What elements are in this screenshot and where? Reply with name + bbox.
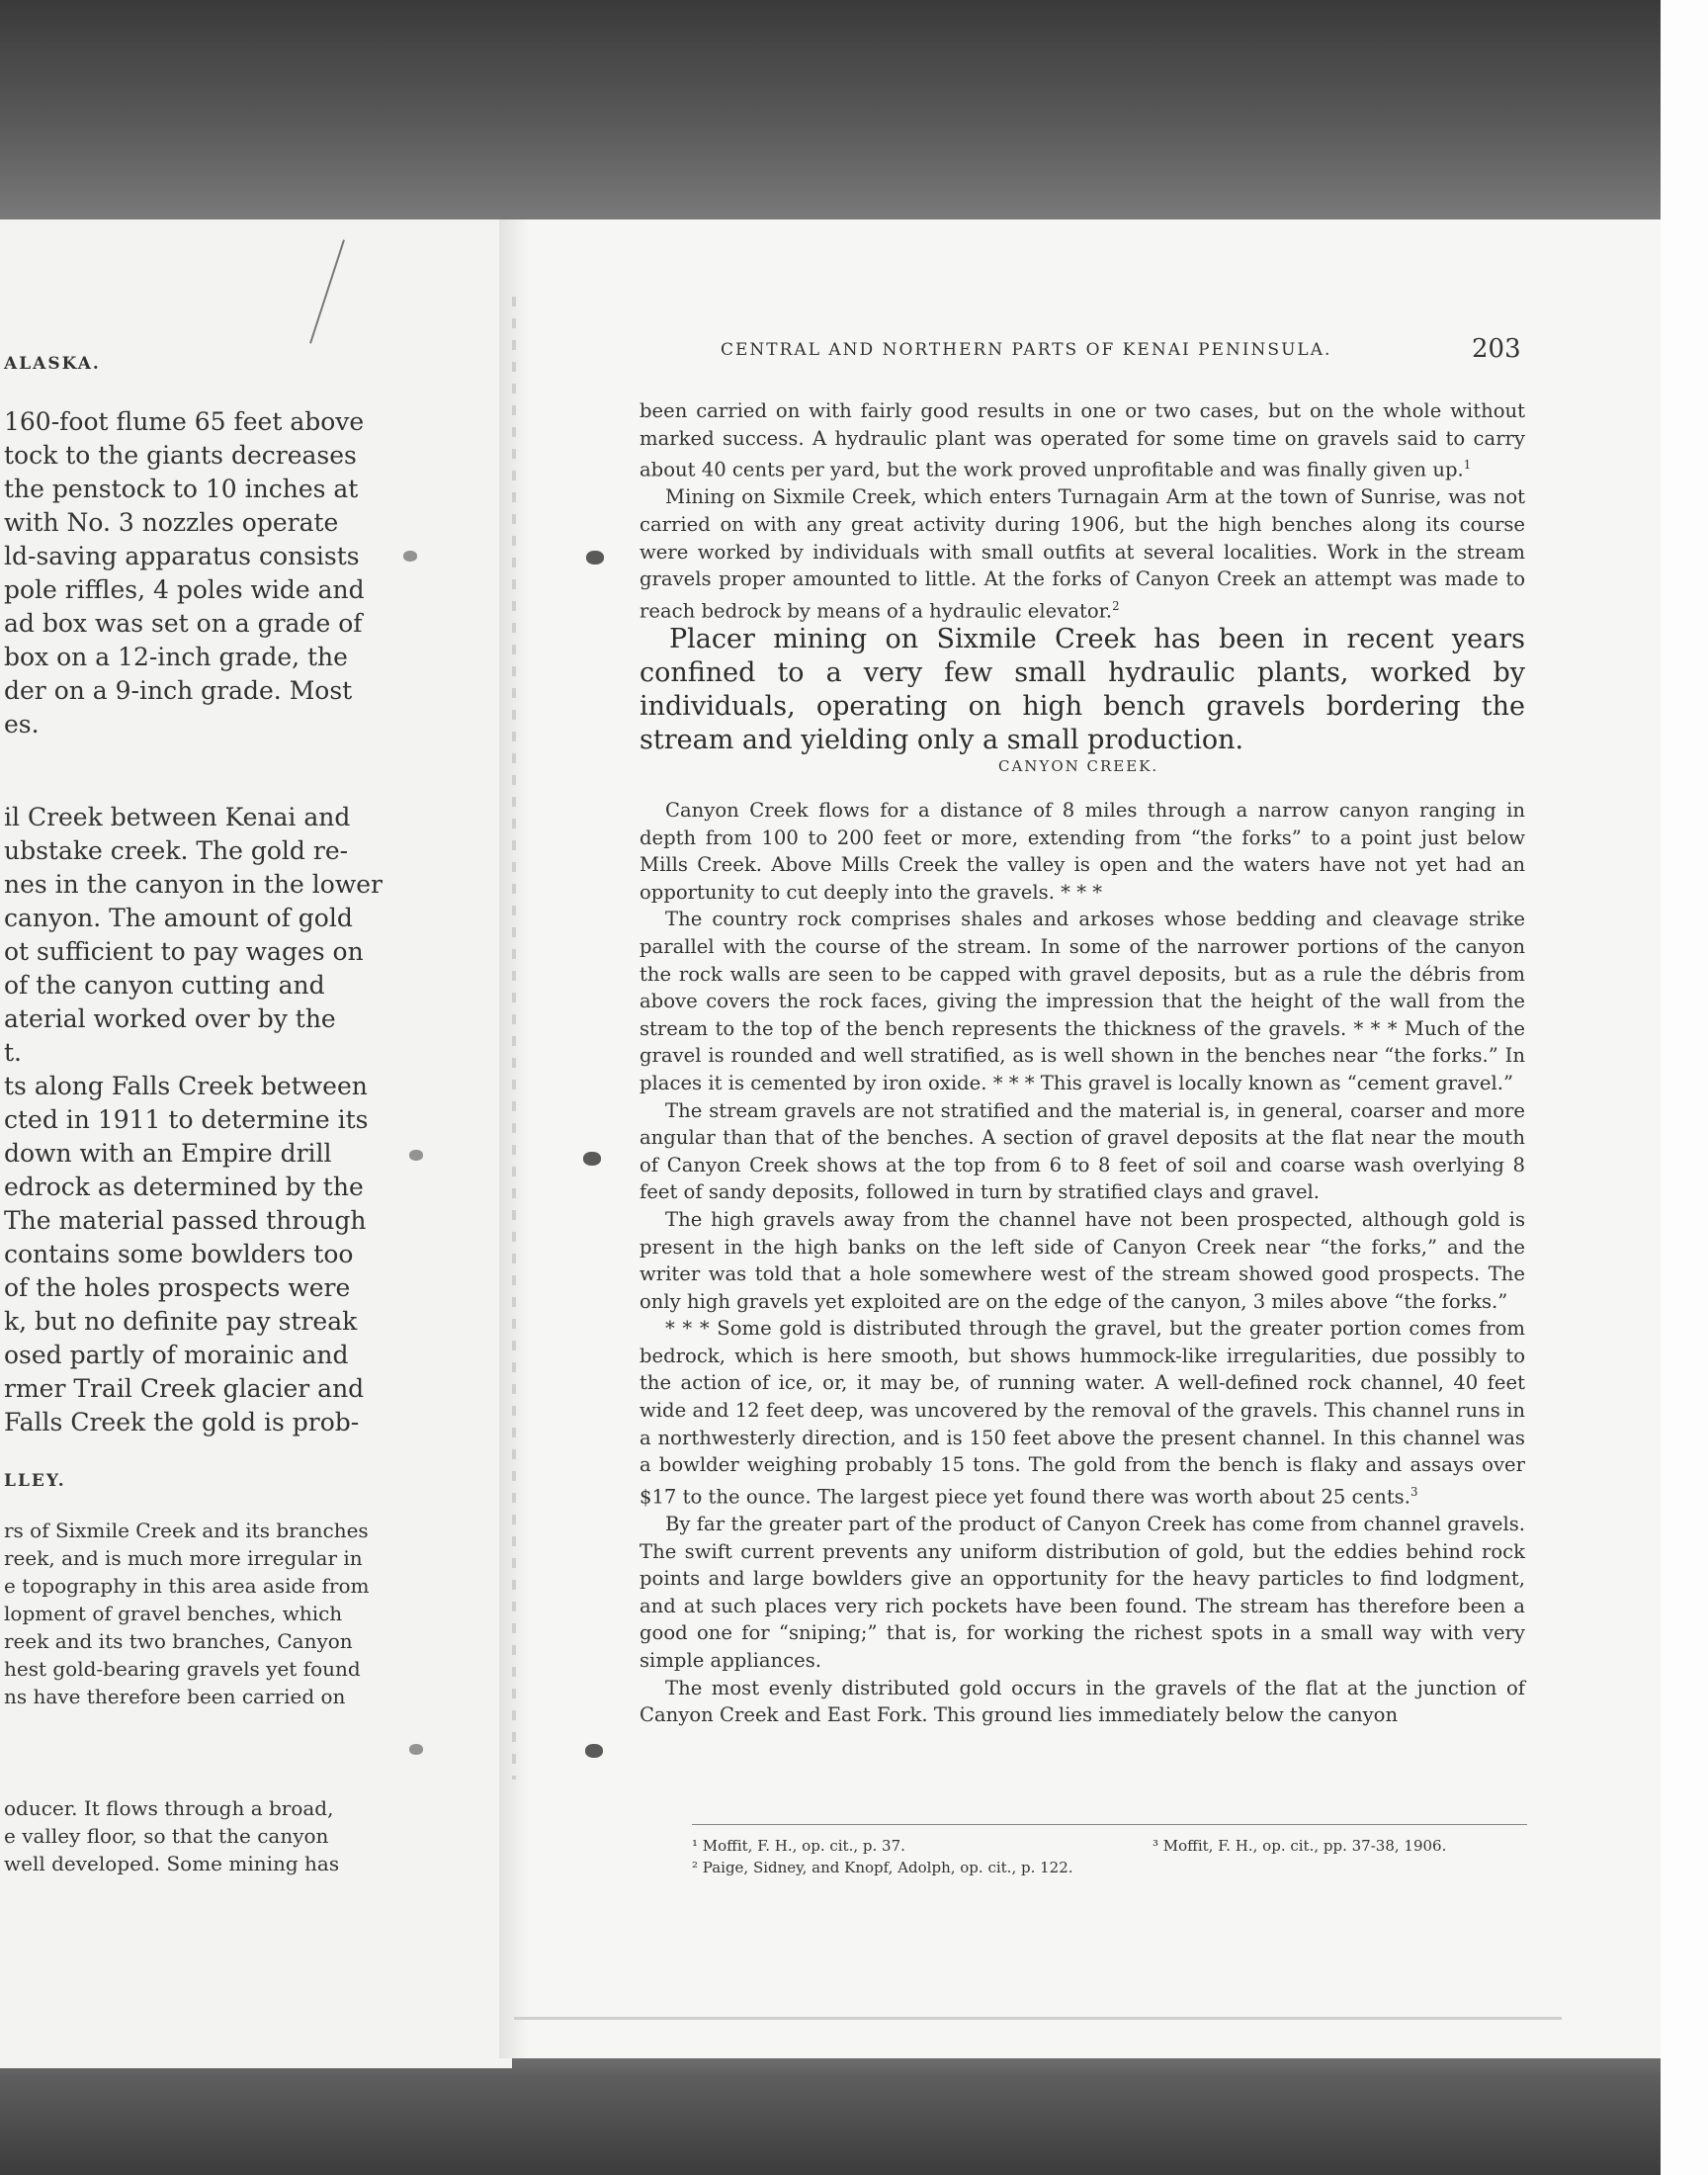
- footnote-ref: 1: [1463, 458, 1472, 473]
- text-line: The material passed through: [4, 1206, 367, 1235]
- binding-hole-mark: [586, 551, 604, 565]
- text-line: der on a 9-inch grade. Most: [4, 676, 353, 705]
- text-line: e valley floor, so that the canyon: [4, 1824, 329, 1848]
- text-line: ad box was set on a grade of: [4, 609, 363, 638]
- paragraph: [640, 1315, 1525, 1511]
- text-line: reek, and is much more irregular in: [4, 1546, 363, 1570]
- paragraph: By far the greater part of the product of Canyon Creek has come from channel gravels. The swift current prevents any uniform distribution of gold, but the eddies behind rock points and large bowlders give an opportunity for the heavy particles to find lodgment, and at such places very rich pockets have been found. The stream has therefore been a good one for “sniping;” that is, for working the richest spots in a small way with very simple appliances.: [640, 1512, 1525, 1672]
- scanner-shadow-top: [0, 0, 1661, 227]
- text-line: 160-foot flume 65 feet above: [4, 407, 365, 436]
- text-line: ns have therefore been carried on: [4, 1685, 346, 1708]
- paragraph-text: * * * Some gold is distributed through the gravel, but the greater portion comes from bedrock, which is here smooth, but shows hummock-like irregularities, due possibly to the action of ice, or, it may be, of running water. A well-defined rock channel, 40 feet wide and 12 feet deep, was uncovered by the removal of the gravels. This channel runs in a northwesterly direction, and is 150 feet above the present channel. In this channel was a bowlder weighing probably 15 tons. The gold from the bench is flaky and assays over $17 to the ounce. The largest piece yet found there was worth about 25 cents.: [640, 1317, 1525, 1509]
- text-line: well developed. Some mining has: [4, 1852, 340, 1875]
- text-line: es.: [4, 710, 40, 739]
- text-line: rmer Trail Creek glacier and: [4, 1374, 365, 1403]
- footnote-divider: [692, 1824, 1527, 1825]
- left-text-block-1: [4, 405, 370, 741]
- text-line: box on a 12-inch grade, the: [4, 643, 348, 671]
- text-line: ot sufficient to pay wages on: [4, 937, 364, 966]
- text-line: of the holes prospects were: [4, 1273, 351, 1302]
- paragraph: The stream gravels are not stratified and the material is, in general, coarser and more angular than that of the benches. A section of gravel deposits at the flat near the mouth of Canyon Creek shows at the top from 6 to 8 feet of soil and coarse wash overlying 8 feet of sandy deposits, followed in turn by stratified clays and gravel.: [640, 1098, 1525, 1204]
- text-line: nes in the canyon in the lower: [4, 870, 383, 899]
- text-line: oducer. It flows through a broad,: [4, 1796, 334, 1820]
- body-text-main: [640, 797, 1525, 1729]
- page-number: 203: [1472, 334, 1521, 364]
- section-heading: CANYON CREEK.: [998, 757, 1159, 775]
- paragraph: Canyon Creek flows for a distance of 8 miles through a narrow canyon ranging in depth from 100 to 200 feet or more, extending from “the forks” to a point just below Mills Creek. Above Mills Creek the valley is open and the waters have not yet had an opportunity to cut deeply into the gravels. * * *: [640, 799, 1525, 904]
- text-line: pole riffles, 4 poles wide and: [4, 575, 365, 604]
- left-section-heading: LLEY.: [4, 1471, 66, 1491]
- left-text-block-3: [4, 1517, 370, 1710]
- text-line: k, but no definite pay streak: [4, 1307, 358, 1336]
- left-running-header: ALASKA.: [4, 354, 101, 374]
- binding-hole-mark: [583, 1152, 601, 1166]
- paragraph: The country rock comprises shales and arkoses whose bedding and cleavage strike parallel with the course of the stream. In some of the narrower portions of the canyon the rock walls are seen to be capped with gravel deposits, but as a rule the débris from above covers the rock faces, giving the impression that the height of the wall from the stream to the top of the bench represents the thickness of the gravels. * * * Much of the gravel is rounded and well stratified, as is well shown in the benches near “the forks.” In places it is cemented by iron oxide. * * * This gravel is locally known as “cement gravel.”: [640, 908, 1525, 1094]
- binding-hole-mark: [409, 1744, 423, 1755]
- footnote-1: ¹ Moffit, F. H., op. cit., p. 37.: [692, 1837, 905, 1855]
- text-line: aterial worked over by the: [4, 1004, 336, 1033]
- text-line: the penstock to 10 inches at: [4, 475, 359, 503]
- footnote-ref: 2: [1112, 598, 1120, 613]
- text-line: ubstake creek. The gold re-: [4, 836, 349, 865]
- text-line: contains some bowlders too: [4, 1240, 354, 1268]
- text-line: hest gold-bearing gravels yet found: [4, 1657, 361, 1681]
- binding-hole-mark: [409, 1150, 423, 1161]
- spine-stitching: [512, 297, 516, 1780]
- text-line: Falls Creek the gold is prob-: [4, 1408, 360, 1436]
- text-line: with No. 3 nozzles operate: [4, 508, 339, 537]
- text-line: tock to the giants decreases: [4, 441, 357, 470]
- binding-hole-mark: [585, 1744, 603, 1758]
- body-text-top: [640, 397, 1525, 625]
- text-line: ts along Falls Creek between: [4, 1072, 368, 1100]
- text-line: edrock as determined by the: [4, 1173, 364, 1201]
- footnote-ref: 3: [1409, 1484, 1418, 1499]
- text-line: ld-saving apparatus consists: [4, 542, 360, 570]
- footnote-3: ³ Moffit, F. H., op. cit., pp. 37-38, 1906.: [1153, 1837, 1447, 1855]
- text-line: canyon. The amount of gold: [4, 904, 353, 932]
- binding-hole-mark: [403, 551, 417, 562]
- paragraph: [640, 483, 1525, 625]
- paragraph: The high gravels away from the channel have not been prospected, although gold is present in the high banks on the left side of Canyon Creek near “the forks,” and the writer was told that a hole somewhere west of the stream showed good prospects. The only high gravels yet exploited are on the edge of the canyon, 3 miles above “the forks.”: [640, 1207, 1525, 1313]
- footnote-2: ² Paige, Sidney, and Knopf, Adolph, op. cit., p. 122.: [692, 1859, 1073, 1876]
- text-line: t.: [4, 1038, 22, 1067]
- text-line: il Creek between Kenai and: [4, 803, 351, 831]
- text-line: rs of Sixmile Creek and its branches: [4, 1519, 369, 1542]
- text-line: lopment of gravel benches, which: [4, 1602, 343, 1625]
- paragraph-text: been carried on with fairly good results in one or two cases, but on the whole without marked success. A hydraulic plant was operated for some time on gravels said to carry about 40 cents per yard, but the work proved unprofitable and was finally given up.: [640, 399, 1525, 481]
- left-text-block-2: [4, 801, 383, 1439]
- text-line: osed partly of morainic and: [4, 1341, 349, 1369]
- text-line: e topography in this area aside from: [4, 1574, 370, 1598]
- running-header: CENTRAL AND NORTHERN PARTS OF KENAI PENINSULA.: [721, 340, 1332, 360]
- inserted-summary: [640, 623, 1525, 757]
- paragraph: The most evenly distributed gold occurs in the gravels of the flat at the junction of Canyon Creek and East Fork. This ground lies immediately below the canyon: [640, 1676, 1525, 1727]
- left-text-block-4: [4, 1794, 370, 1877]
- text-line: down with an Empire drill: [4, 1139, 332, 1168]
- page-edge: [514, 2017, 1562, 2020]
- paragraph: [640, 397, 1525, 483]
- text-line: of the canyon cutting and: [4, 971, 325, 1000]
- summary-paragraph: Placer mining on Sixmile Creek has been in recent years confined to a very few small hydraulic plants, worked by individuals, operating on high bench gravels bordering the stream and yielding only a small production.: [640, 624, 1525, 755]
- paragraph-text: Mining on Sixmile Creek, which enters Turnagain Arm at the town of Sunrise, was not carried on with any great activity during 1906, but the high benches along its course were worked by individuals with small outfits at several localities. Work in the stream gravels proper amounted to little. At the forks of Canyon Creek an attempt was made to reach bedrock by means of a hydraulic elevator.: [640, 485, 1525, 623]
- text-line: cted in 1911 to determine its: [4, 1105, 369, 1134]
- text-line: reek and its two branches, Canyon: [4, 1629, 353, 1653]
